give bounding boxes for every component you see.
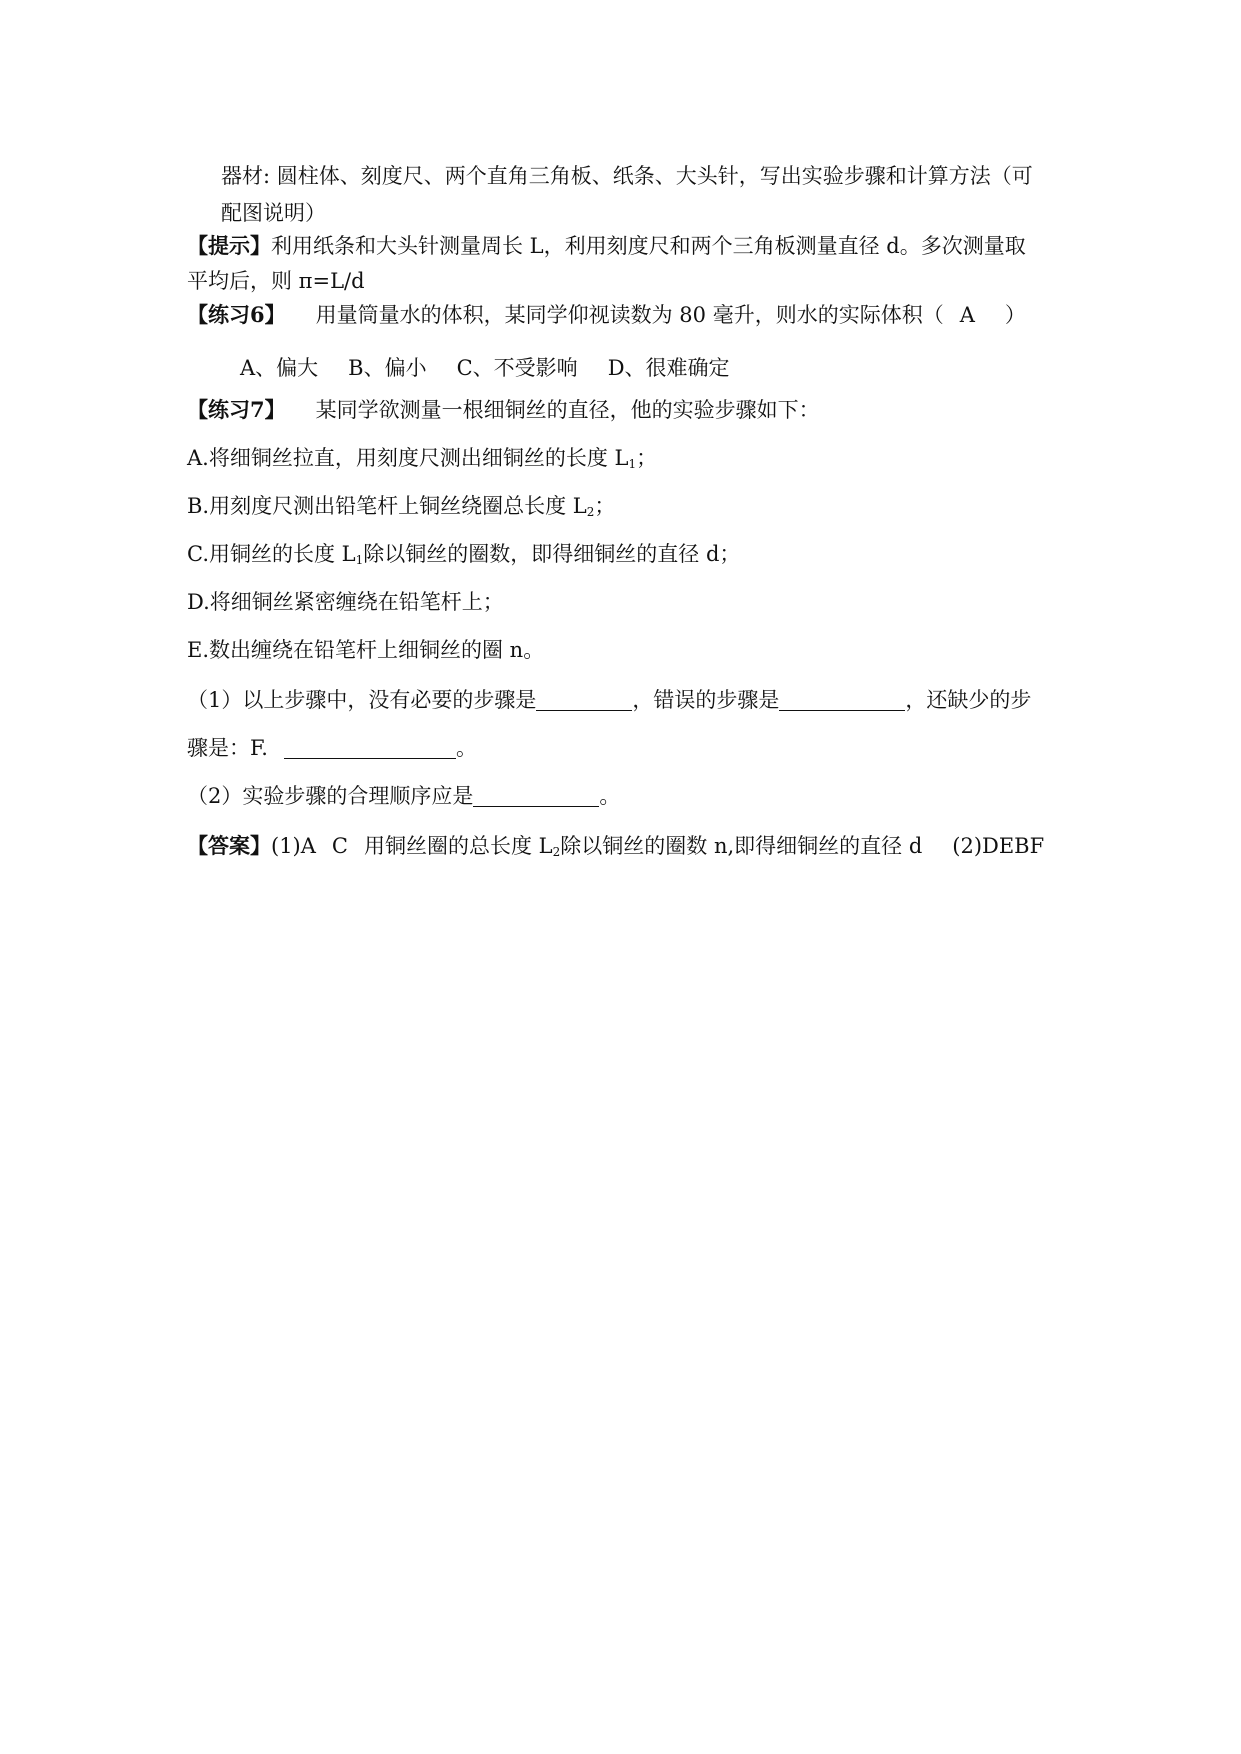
answer-part5: (2)DEBF bbox=[952, 834, 1045, 858]
hint-text-1: 利用纸条和大头针测量周长 L，利用刻度尺和两个三角板测量直径 d。多次测量取 bbox=[271, 234, 1026, 258]
step-a-text: A.将细铜丝拉直，用刻度尺测出细铜丝的长度 L bbox=[187, 446, 629, 470]
q1-line-1 bbox=[187, 685, 1031, 715]
step-b-sub: 2 bbox=[586, 505, 595, 519]
exercise6-close: ） bbox=[1004, 303, 1026, 327]
option-b: B、偏小 bbox=[348, 356, 427, 380]
materials-text-2: 配图说明） bbox=[221, 201, 326, 225]
materials-line-1 bbox=[221, 161, 1033, 191]
answer-part3: 用铜丝圈的总长度 L bbox=[364, 834, 553, 858]
hint-label: 【提示】 bbox=[187, 233, 271, 258]
exercise6-question: 用量筒量水的体积，某同学仰视读数为 80 毫升，则水的实际体积（ bbox=[315, 303, 944, 327]
exercise6-options bbox=[240, 353, 730, 383]
exercise7-label: 【练习7】 bbox=[187, 397, 286, 422]
step-e bbox=[187, 635, 544, 665]
step-b-text: B.用刻度尺测出铅笔杆上铜丝绕圈总长度 L bbox=[187, 494, 587, 518]
q1-part1: （1）以上步骤中，没有必要的步骤是 bbox=[187, 688, 537, 712]
q1-line2-start: 骤是：F. bbox=[187, 736, 268, 760]
q1-blank-wrong[interactable] bbox=[779, 690, 905, 711]
q2-part1: （2）实验步骤的合理顺序应是 bbox=[187, 784, 474, 808]
step-d-text: D.将细铜丝紧密缠绕在铅笔杆上； bbox=[187, 590, 504, 614]
q1-line2-end: 。 bbox=[455, 736, 477, 760]
q2-part2: 。 bbox=[599, 784, 621, 808]
step-c-text: C.用铜丝的长度 L bbox=[187, 542, 356, 566]
materials-text-1: 器材: 圆柱体、刻度尺、两个直角三角板、纸条、大头针，写出实验步骤和计算方法（可 bbox=[221, 164, 1033, 188]
step-c bbox=[187, 539, 740, 575]
q1-blank-unnecessary[interactable] bbox=[536, 690, 632, 711]
q1-part2: ，错误的步骤是 bbox=[632, 688, 780, 712]
option-c: C、不受影响 bbox=[456, 356, 578, 380]
q1-blank-missing[interactable] bbox=[284, 738, 456, 759]
step-a bbox=[187, 443, 657, 479]
step-b bbox=[187, 491, 615, 527]
answer-sub: 2 bbox=[552, 845, 561, 859]
option-d: D、很难确定 bbox=[607, 356, 730, 380]
step-d bbox=[187, 587, 504, 617]
exercise6-answer: A bbox=[959, 303, 975, 327]
step-a-end: ； bbox=[636, 446, 658, 470]
step-c-end: 除以铜丝的圈数，即得细铜丝的直径 d； bbox=[363, 542, 741, 566]
hint-text-2: 平均后，则 π=L/d bbox=[187, 269, 365, 293]
step-e-text: E.数出缠绕在铅笔杆上细铜丝的圈 n。 bbox=[187, 638, 545, 662]
answer-part4: 除以铜丝的圈数 n,即得细铜丝的直径 d bbox=[560, 834, 923, 858]
answer-part2: C bbox=[331, 834, 348, 858]
q2-line bbox=[187, 781, 620, 811]
materials-line-2 bbox=[221, 198, 326, 228]
hint-line-2 bbox=[187, 266, 365, 296]
answer-label: 【答案】 bbox=[187, 833, 271, 858]
exercise6-line bbox=[187, 300, 1026, 330]
step-b-end: ； bbox=[594, 494, 616, 518]
exercise7-question: 某同学欲测量一根细铜丝的直径，他的实验步骤如下： bbox=[315, 398, 820, 422]
q1-line-2 bbox=[187, 733, 477, 763]
hint-line-1 bbox=[187, 231, 1026, 261]
step-c-sub: 1 bbox=[355, 553, 364, 567]
option-a: A、偏大 bbox=[240, 356, 319, 380]
q2-blank-order[interactable] bbox=[473, 786, 599, 807]
answer-part1: (1)A bbox=[271, 834, 316, 858]
step-a-sub: 1 bbox=[628, 457, 637, 471]
answer-line bbox=[187, 831, 1044, 867]
q1-part3: ，还缺少的步 bbox=[905, 688, 1032, 712]
exercise6-label: 【练习6】 bbox=[187, 302, 286, 327]
exercise7-line bbox=[187, 395, 820, 425]
